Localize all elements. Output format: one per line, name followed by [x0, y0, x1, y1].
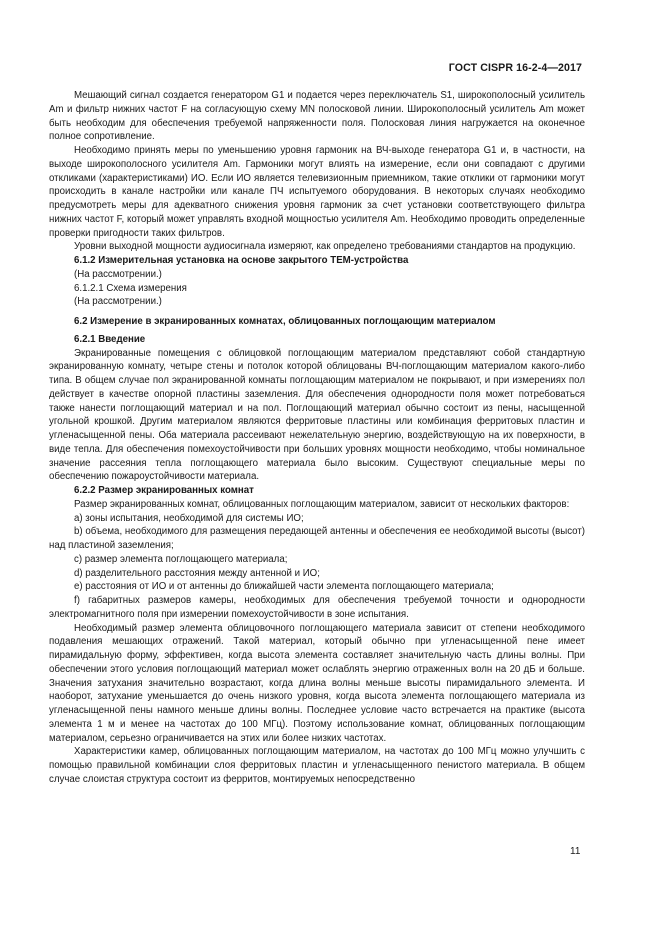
section-6-1-2-1-note: (На рассмотрении.) — [74, 296, 162, 308]
list-item-b: b) объема, необходимого для размещения передающей антенны и обеспечения ее необходимой высоты (высот) над пластиной заземления; — [49, 526, 585, 551]
section-6-1-2-title: 6.1.2 Измерительная установка на основе закрытого ТЕМ-устройства — [74, 255, 409, 266]
section-6-2-title: 6.2 Измерение в экранированных комнатах, облицованных поглощающим материалом — [74, 316, 496, 327]
list-item-c: c) размер элемента поглощающего материала; — [74, 553, 288, 565]
paragraph-harmonics: Необходимо принять меры по уменьшению уровня гармоник на ВЧ-выходе генератора G1 и, в частности, на выходе широкополосного усилителя Am. Гармоники могут влиять на измерение, если они совпадают с другими откликами (характеристиками) ИО. Если ИО является телевизионным приемником, такие отклики от гармоники могут происходить в канале настройки или канале ПЧ испытуемого оборудования. В некоторых случаях необходимо предусмотреть меры для адекватного снижения уровня гармоник за счет установки соответствующего фильтра нижних частот F, который может управлять входной мощностью усилителя Am. Необходимо проводить определенные проверки пригодности таких фильтров. — [49, 145, 585, 239]
list-item-d: d) разделительного расстояния между антенной и ИО; — [74, 567, 320, 579]
document-body — [49, 89, 585, 787]
section-6-2-2-title: 6.2.2 Размер экранированных комнат — [74, 485, 254, 496]
paragraph-room-size: Размер экранированных комнат, облицованных поглощающим материалом, зависит от нескольких факторов: — [74, 498, 570, 510]
paragraph-signal-generator: Мешающий сигнал создается генератором G1 и подается через переключатель S1, широкополосный усилитель Am и фильтр нижних частот F на согласующую схему MN полосковой линии. Широкополосный усилитель Am может быть необходим для обеспечения требуемой напряженности поля. Полосковая линия нагружается на оконечное полное сопротивление. — [49, 90, 585, 143]
section-6-1-2-1-title: 6.1.2.1 Схема измерения — [74, 282, 187, 294]
section-6-2-1-title: 6.2.1 Введение — [74, 333, 146, 345]
list-item-a: а) зоны испытания, необходимой для системы ИО; — [74, 512, 304, 524]
list-item-f: f) габаритных размеров камеры, необходимых для обеспечения требуемой точности и однородности электромагнитного поля при измерении помехоустойчивости в зоне испытания. — [49, 595, 585, 620]
paragraph-chamber-characteristics: Характеристики камер, облицованных поглощающим материалом, на частотах до 100 МГц можно улучшить с помощью правильной комбинации слоя ферритовых пластин и угленасыщенного пенистого материала. В общем случае слоистая структура состоит из ферритов, монтируемых непосредственно — [49, 746, 585, 785]
paragraph-introduction: Экранированные помещения с облицовкой поглощающим материалом представляют собой стандартную экранированную комнату, четыре стены и потолок которой облицованы ВЧ-поглощающим материалом какого-либо типа. В общем случае пол экранированной комнаты поглощающим материалом не покрывают, и при измерениях пол действует в качестве опорной пластины заземления. Для обеспечения однородности поля может потребоваться также нанести поглощающий материал и на пол. Поглощающий материал обычно состоит из пены, насыщенной угольной крошкой. Другим материалом являются ферритовые пластины или комбинация ферритовых пластин и угленасыщенной пены. Оба материала рассеивают нежелательную энергию, воздействующую на их поверхности, в виде тепла. Для обеспечения помехоустойчивости при больших уровнях мощности необходимо, чтобы номинальное значение рассеяния тепла поглощающего материала было высоким. Существуют специальные меры по обеспечению пожароустойчивости материала. — [49, 347, 585, 483]
paragraph-absorber-size: Необходимый размер элемента облицовочного поглощающего материала зависит от степени необходимого подавления мешающих отражений. Такой материал, который обычно при угленасыщенной пене имеет пирамидальную форму, эффективен, когда высота элемента составляет значительную часть длины волны. При обеспечении этого условия поглощающий материал может ослаблять энергию отраженных волн на 20 дБ и больше. Значения затухания значительно возрастают, когда длина волны меньше высоты пирамидального элемента. И наоборот, затухание уменьшается до очень низкого уровня, когда высота элемента поглощающего материала из угленасыщенной пены намного меньше длины волны. Последнее условие часто встречается на практике (высота элемента 1 м и менее на частотах до 100 МГц). Поэтому использование комнат, облицованных поглощающим материалом, серьезно ограничивается на этих или более низких частотах. — [49, 622, 585, 744]
page-number: 11 — [570, 846, 581, 857]
list-item-e: e) расстояния от ИО и от антенны до ближайшей части элемента поглощающего материала; — [74, 581, 494, 593]
standard-header: ГОСТ CISPR 16-2-4—2017 — [448, 62, 582, 74]
section-6-1-2-note: (На рассмотрении.) — [74, 268, 162, 280]
paragraph-audio-output: Уровни выходной мощности аудиосигнала измеряют, как определено требованиями стандартов на продукцию. — [74, 241, 576, 253]
